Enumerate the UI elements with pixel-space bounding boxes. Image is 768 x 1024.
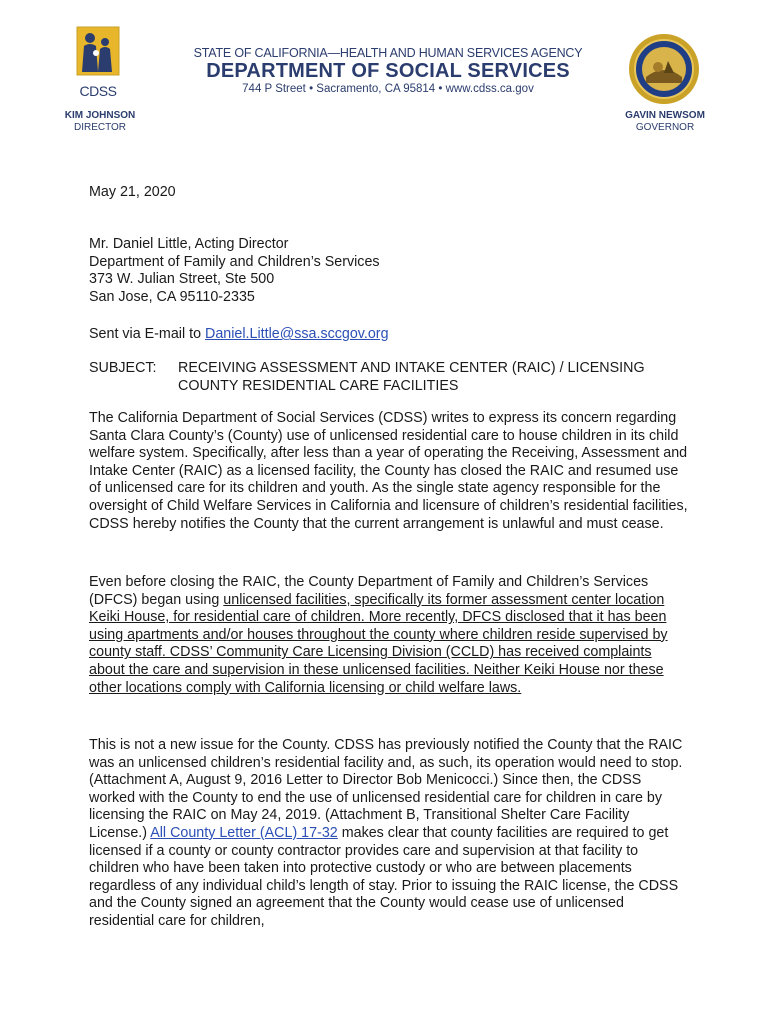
subject-text: RECEIVING ASSESSMENT AND INTAKE CENTER (RAIC) / LICENSING COUNTY RESIDENTIAL CARE FACILITIES [178,360,645,394]
governor-title: GOVERNOR [635,122,695,133]
cdss-logo [68,26,128,99]
director-title: DIRECTOR [73,122,127,133]
recipient-line: Department of Family and Children’s Services [89,253,380,270]
director-name: KIM JOHNSON [64,110,136,121]
recipient-line: San Jose, CA 95110-2335 [89,288,255,305]
paragraph-3-part1: This is not a new issue for the County. CDSS has previously notified the County that the RAIC was an unlicensed children’s residential facility and, as such, its operation would need to stop. (Attachment A, August 9, 2016 Letter to Director Bob Menicocci.) Since then, the CDSS worked with the County to end the use of unlicensed residential care for children in care by licensing the RAIC on May 24, 2019. (Attachment B, Transitional Shelter Care Facility License.) [89,737,683,841]
state-seal-icon [628,33,700,105]
paragraph-3-part2: makes clear that county facilities are required to get licensed if a county or county contractor provides care and supervision at that facility to children who have been taken into protective custody or who are between placements regardless of any individual child’s length of stay. Prior to issuing the RAIC license, the CDSS and the County signed an agreement that the County would cease use of unlicensed residential care for children, [89,824,679,929]
governor-name: GAVIN NEWSOM [625,110,705,121]
paragraph-2-underlined: unlicensed facilities, specifically its former assessment center location Keiki House, for residential care of children. More recently, DFCS disclosed that it has been using apartments and/or houses throughout the county where children reside supervised by county staff. CDSS’ Community Care Licensing Division (CCLD) has received complaints about the care and supervision in these unlicensed facilities. Neither Keiki House nor these other locations comply with California licensing or child welfare laws. [89,591,668,696]
paragraph-2-intro: Even before closing the RAIC, the County Department of Family and Children’s Services (DFCS) began using [89,574,649,608]
acl-link[interactable]: All County Letter (ACL) 17-32 [150,824,338,841]
paragraph-history [89,737,689,931]
subject-label: SUBJECT: [89,360,157,376]
logo-text: CDSS [79,83,117,99]
sent-via-line [89,326,689,344]
sent-via-prefix: Sent via E-mail to [89,326,206,342]
department-title: DEPARTMENT OF SOCIAL SERVICES [206,60,570,82]
recipient-line: Mr. Daniel Little, Acting Director [89,236,289,252]
agency-line: STATE OF CALIFORNIA—HEALTH AND HUMAN SERVICES AGENCY [193,46,583,60]
letter-date: May 21, 2020 [89,184,176,200]
recipient-address [89,236,689,306]
cdss-figures-icon [76,26,120,76]
department-address: 744 P Street • Sacramento, CA 95814 • www.cdss.ca.gov [242,83,534,95]
director-block [40,110,160,134]
paragraph-unlicensed-facilities [89,574,689,697]
governor-block [605,110,725,134]
paragraph-concern: The California Department of Social Services (CDSS) writes to express its concern regarding Santa Clara County’s (County) use of unlicensed residential care to house children in its child welfare system. Specifically, after less than a year of operating the Receiving, Assessment and Intake Center (RAIC) as a licensed facility, the County has closed the RAIC and resumed use of unlicensed care for its children and youth. As the single state agency responsible for the oversight of Child Welfare Services in California and licensure of children’s residential facilities, CDSS hereby notifies the County that the current arrangement is unlawful and must cease. [89,410,688,532]
recipient-line: 373 W. Julian Street, Ste 500 [89,271,275,288]
email-link[interactable]: Daniel.Little@ssa.sccgov.org [205,326,389,342]
